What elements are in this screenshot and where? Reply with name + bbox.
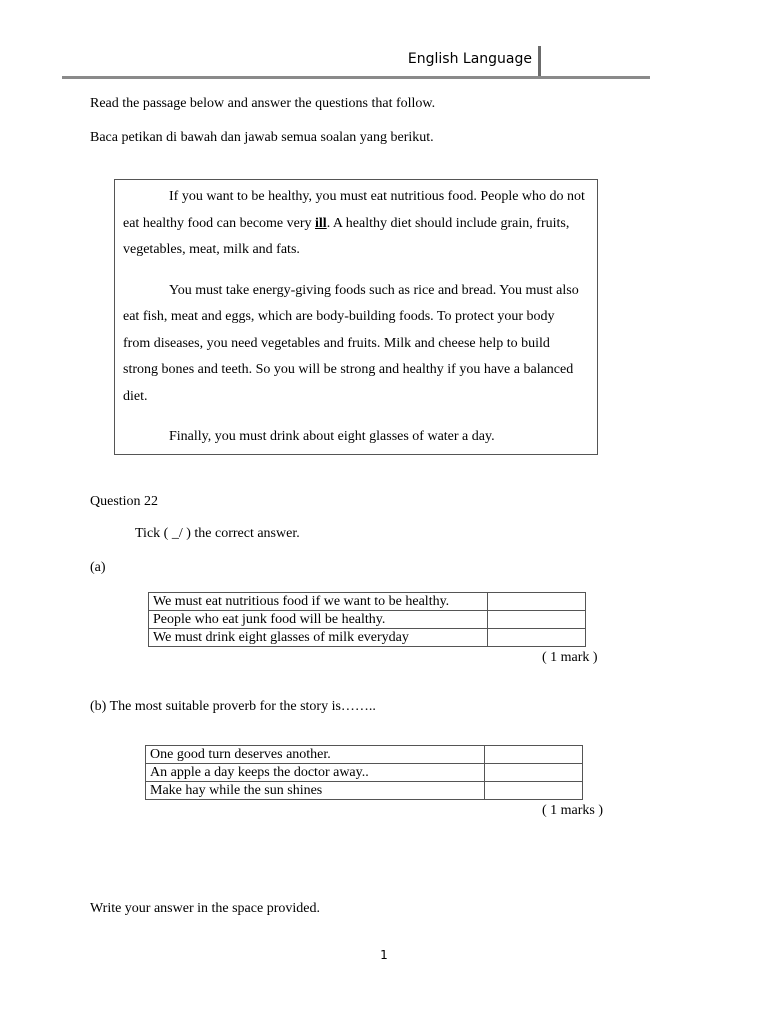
table-row xyxy=(146,782,583,800)
option-text: One good turn deserves another. xyxy=(146,746,485,764)
option-text: We must drink eight glasses of milk everyday xyxy=(149,629,488,647)
emphasized-word: ill xyxy=(315,215,327,231)
passage-paragraph-3: Finally, you must drink about eight glasses of water a day. xyxy=(169,429,495,444)
question-b-label: (b) The most suitable proverb for the story is…….. xyxy=(90,699,376,714)
tick-box[interactable] xyxy=(485,764,583,782)
passage-text: If you want to be healthy, you must eat nutritious food. People who do not eat healthy food can become very xyxy=(123,189,585,231)
table-row xyxy=(149,593,586,611)
table-row xyxy=(146,764,583,782)
tick-box[interactable] xyxy=(485,746,583,764)
tick-box[interactable] xyxy=(488,629,586,647)
passage-box xyxy=(114,179,598,455)
passage-paragraph-1 xyxy=(123,184,585,264)
question-title: Question 22 xyxy=(90,494,159,509)
tick-box[interactable] xyxy=(488,593,586,611)
footer-instruction: Write your answer in the space provided. xyxy=(90,901,320,916)
question-a-label: (a) xyxy=(90,560,106,575)
tick-box[interactable] xyxy=(488,611,586,629)
options-table-a xyxy=(148,592,586,647)
passage-paragraph-2: You must take energy-giving foods such as rice and bread. You must also eat fish, meat and eggs, which are body-building foods. To protect your body from diseases, you need vegetables and fruits. Milk and cheese help to build strong bones and teeth. So you will be strong and healthy if you have a balanced diet. xyxy=(123,282,579,404)
option-text: An apple a day keeps the doctor away.. xyxy=(146,764,485,782)
question-instruction: Tick ( _/ ) the correct answer. xyxy=(135,526,300,541)
table-row xyxy=(149,629,586,647)
tick-box[interactable] xyxy=(485,782,583,800)
instruction-english: Read the passage below and answer the questions that follow. xyxy=(90,96,436,111)
header-title: English Language xyxy=(407,51,532,67)
header-divider-vertical xyxy=(538,46,541,78)
option-text: We must eat nutritious food if we want to be healthy. xyxy=(149,593,488,611)
option-text: Make hay while the sun shines xyxy=(146,782,485,800)
table-row xyxy=(146,746,583,764)
option-text: People who eat junk food will be healthy. xyxy=(149,611,488,629)
marks-b: ( 1 marks ) xyxy=(542,803,604,818)
table-row xyxy=(149,611,586,629)
page-number: 1 xyxy=(380,948,388,962)
header-rule xyxy=(62,76,650,79)
passage-text: . A healthy diet should include grain, fruits, vegetables, meat, milk and fats. xyxy=(123,215,570,257)
options-table-b xyxy=(145,745,583,800)
instruction-malay: Baca petikan di bawah dan jawab semua soalan yang berikut. xyxy=(90,130,434,145)
marks-a: ( 1 mark ) xyxy=(542,650,598,665)
